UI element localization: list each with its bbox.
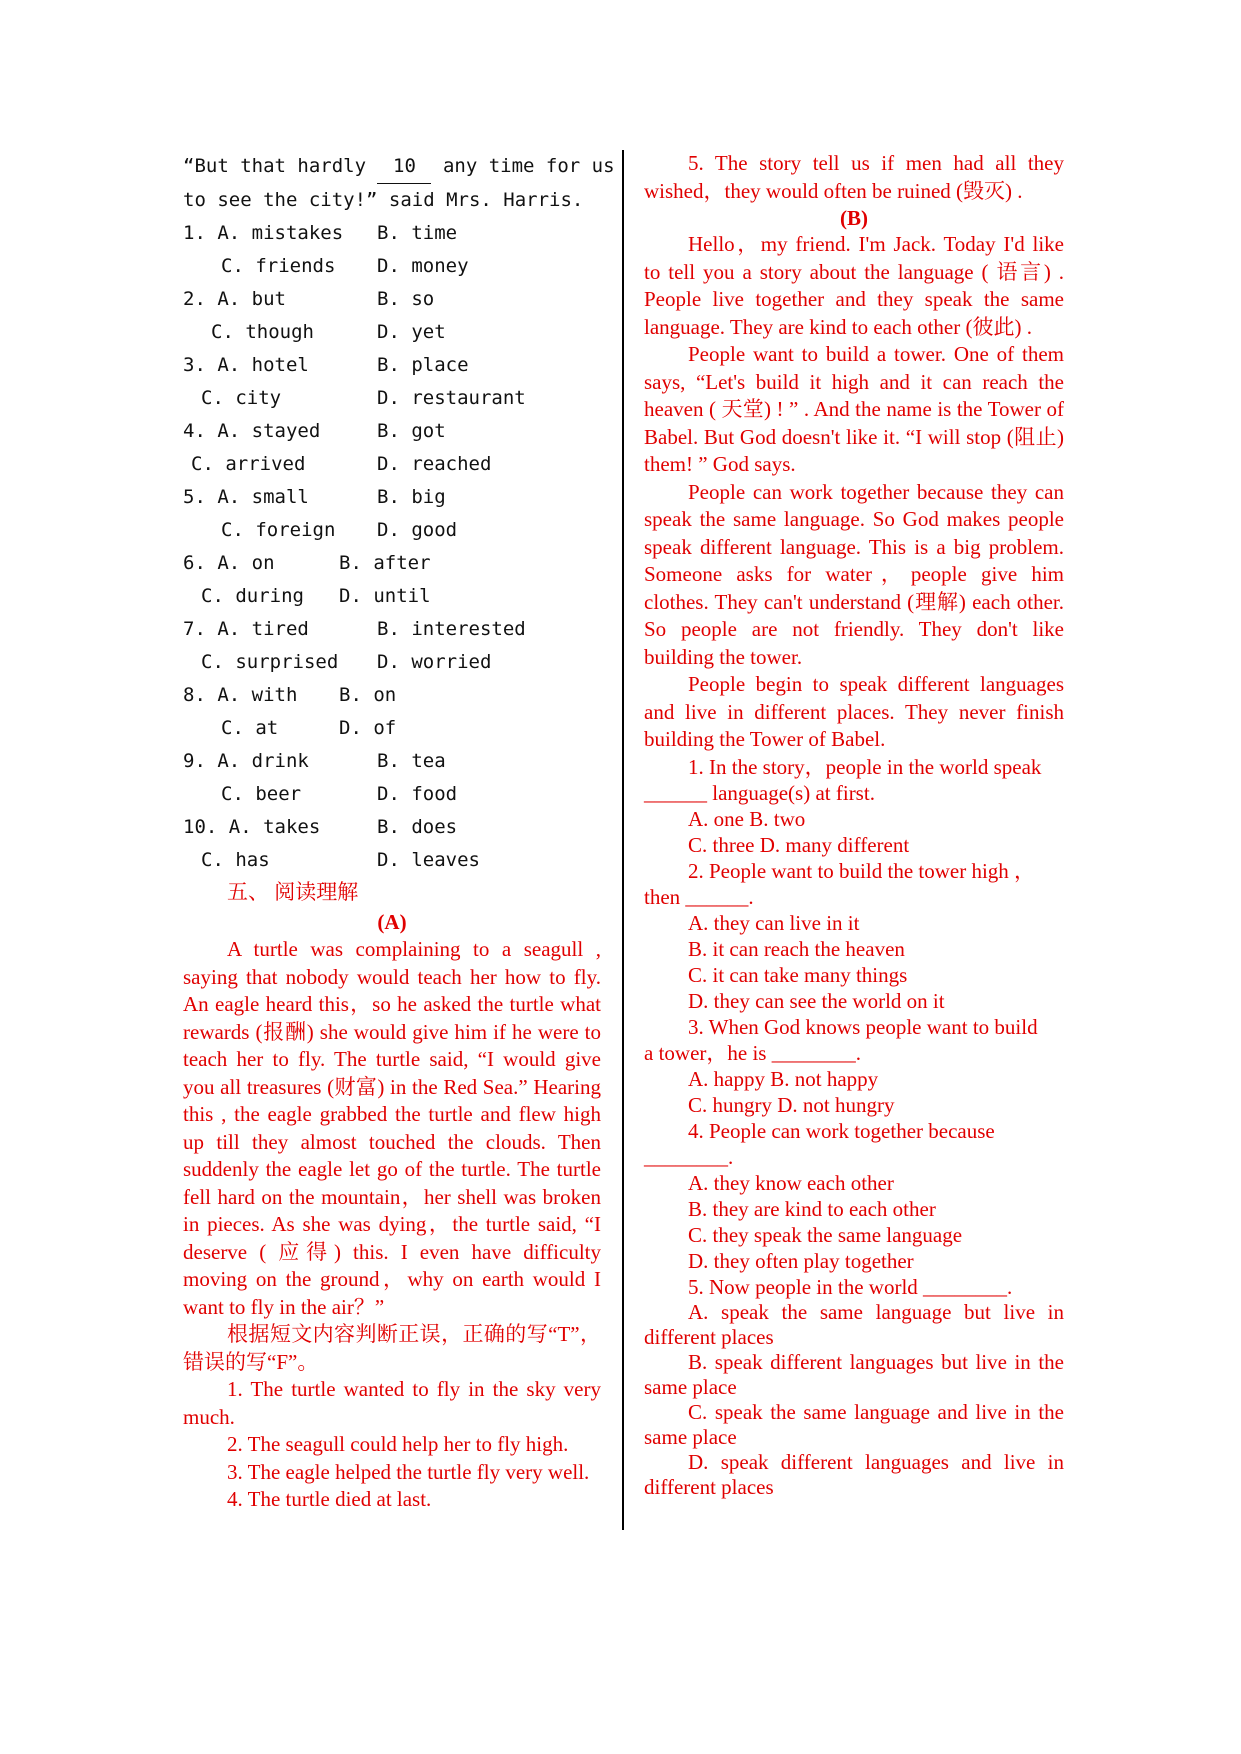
b-q4-option-c: C. they speak the same language [688, 1222, 963, 1247]
b-q1-options-ab: A. one B. two [688, 806, 806, 831]
passage-a-q4: 4. The turtle died at last. [227, 1487, 432, 1511]
option-3d: D. restaurant [377, 387, 526, 409]
passage-a-text: A turtle was complaining to a seagull , saying that nobody would teach her how to fly. An eagle heard this，so he asked the turtle what rewards (报酬) she would give him if he were to teach her to fly. The turtle said, “I would give you all treasures (财富) in the Red Sea.” Hearing this , the eagle grabbed the turtle and flew high up till they almost touched the clouds. Then suddenly the eagle let go of the turtle. The turtle fell hard on the mountain，her shell was broken in pieces. As she was dying，the turtle said, “I deserve ( 应得) this. I even have difficulty moving on the ground，why on earth would I want to fly in the air？” [183, 937, 601, 1319]
option-6d: D. until [339, 585, 431, 607]
b-question-1: 1. In the story，people in the world speak [688, 754, 1042, 779]
option-2c: C. though [211, 321, 314, 343]
b-q2-option-c: C. it can take many things [688, 962, 908, 987]
option-5b: B. big [377, 486, 446, 508]
b-q4-option-d: D. they often play together [688, 1248, 914, 1273]
option-row-4cd [183, 448, 601, 481]
left-column [183, 150, 615, 1514]
passage-a-instruction: 根据短文内容判断正误，正确的写“T”，错误的写“F”。 [183, 1322, 601, 1374]
option-row-2cd [183, 316, 601, 349]
option-3b: B. place [377, 354, 469, 376]
option-row-3cd [183, 382, 601, 415]
option-row-4ab [183, 415, 601, 448]
passage-b-questions [644, 754, 1064, 1300]
right-column [644, 150, 1064, 1500]
b-q2-option-a: A. they can live in it [688, 910, 860, 935]
b-q5-option-b: B. speak different languages but live in the same place [644, 1349, 1064, 1399]
option-9a: 9. A. drink [183, 750, 309, 772]
cloze-text-a: “But that hardly [183, 155, 367, 177]
option-10a: 10. A. takes [183, 816, 321, 838]
option-7a: 7. A. tired [183, 618, 309, 640]
cloze-blank-10: 10 [377, 150, 431, 184]
cloze-passage-end [183, 150, 615, 184]
b-q5-option-d: D. speak different languages and live in different places [644, 1449, 1064, 1499]
cloze-options [183, 217, 601, 877]
b-question-3: 3. When God knows people want to build [688, 1014, 1038, 1039]
option-1b: B. time [377, 222, 458, 244]
b-q2-option-b: B. it can reach the heaven [688, 936, 905, 961]
passage-a-q3: 3. The eagle helped the turtle fly very well. [227, 1459, 590, 1484]
option-row-9ab [183, 745, 601, 778]
option-6b: B. after [339, 552, 431, 574]
option-5d: D. good [377, 519, 458, 541]
option-8c: C. at [221, 717, 279, 739]
option-row-1ab [183, 217, 601, 250]
option-6a: 6. A. on [183, 552, 275, 574]
passage-b-p1: Hello，my friend. I'm Jack. Today I'd like to tell you a story about the language ( 语言) . People live together and they speak the same language. They are kind to each other (彼此) . [644, 232, 1064, 339]
option-10b: B. does [377, 816, 458, 838]
passage-a-q5: 5. The story tell us if men had all they wished，they would often be ruined (毁灭) . [644, 151, 1064, 203]
option-row-8ab [183, 679, 601, 712]
passage-b-p3: People can work together because they can speak the same language. So God makes people speak different language. This is a big problem. Someone asks for water，people give him clothes. They can't understand (理解) each other. So people are not friendly. They don't like building the tower. [644, 479, 1064, 669]
passage-b-p2: People want to build a tower. One of them says, “Let's build it high and it can reach the heaven ( 天堂) ! ” . And the name is the Tower of Babel. But God doesn't like it. “I will stop (阻止) them! ” God says. [644, 342, 1064, 476]
option-row-7ab [183, 613, 601, 646]
passage-b-p4: People begin to speak different languages and live in different places. They never finish building the Tower of Babel. [644, 672, 1064, 751]
option-7b: B. interested [377, 618, 526, 640]
passage-a-title: (A) [377, 910, 407, 934]
b-q3-options-cd: C. hungry D. not hungry [688, 1092, 895, 1117]
option-row-5cd [183, 514, 601, 547]
option-5a: 5. A. small [183, 486, 309, 508]
option-6c: C. during [201, 585, 304, 607]
b-q4-option-a: A. they know each other [688, 1170, 894, 1195]
b-question-1-cont: ______ language(s) at first. [644, 780, 875, 805]
option-8a: 8. A. with [183, 684, 298, 706]
option-9d: D. food [377, 783, 458, 805]
b-q5-option-c: C. speak the same language and live in the same place [644, 1399, 1064, 1449]
option-row-7cd [183, 646, 601, 679]
option-row-6ab [183, 547, 601, 580]
option-9c: C. beer [221, 783, 302, 805]
b-question-2-cont: then ______. [644, 884, 754, 909]
option-8b: B. on [339, 684, 397, 706]
b-q1-options-cd: C. three D. many different [688, 832, 910, 857]
b-q3-options-ab: A. happy B. not happy [688, 1066, 879, 1091]
b-q2-option-d: D. they can see the world on it [688, 988, 945, 1013]
option-row-3ab [183, 349, 601, 382]
option-4c: C. arrived [191, 453, 306, 475]
option-row-6cd [183, 580, 601, 613]
option-7c: C. surprised [201, 651, 339, 673]
option-row-10cd [183, 844, 601, 877]
b-question-4-cont: ________. [644, 1144, 734, 1169]
option-row-1cd [183, 250, 601, 283]
cloze-text-b: any time for us [442, 155, 615, 177]
option-row-9cd [183, 778, 601, 811]
b-q5-option-a: A. speak the same language but live in different places [644, 1299, 1064, 1349]
b-question-2: 2. People want to build the tower high ， [688, 858, 1036, 883]
passage-a-q1: 1. The turtle wanted to fly in the sky very much. [183, 1377, 601, 1429]
option-4d: D. reached [377, 453, 492, 475]
option-10d: D. leaves [377, 849, 480, 871]
option-2b: B. so [377, 288, 435, 310]
column-divider [622, 150, 624, 1530]
b-q4-option-b: B. they are kind to each other [688, 1196, 936, 1221]
option-4b: B. got [377, 420, 446, 442]
option-2a: 2. A. but [183, 288, 286, 310]
option-3c: C. city [201, 387, 282, 409]
option-row-10ab [183, 811, 601, 844]
option-8d: D. of [339, 717, 397, 739]
b-question-4: 4. People can work together because [688, 1118, 995, 1143]
option-4a: 4. A. stayed [183, 420, 321, 442]
option-row-8cd [183, 712, 601, 745]
section-title: 五、 阅读理解 [227, 880, 359, 904]
option-1c: C. friends [221, 255, 336, 277]
cloze-text-c: to see the city!” said Mrs. Harris. [183, 189, 584, 211]
option-row-5ab [183, 481, 601, 514]
option-row-2ab [183, 283, 601, 316]
option-3a: 3. A. hotel [183, 354, 309, 376]
option-9b: B. tea [377, 750, 446, 772]
b-question-5: 5. Now people in the world ________. [688, 1274, 1013, 1299]
option-5c: C. foreign [221, 519, 336, 541]
option-7d: D. worried [377, 651, 492, 673]
option-10c: C. has [201, 849, 270, 871]
option-1d: D. money [377, 255, 469, 277]
passage-b-title: (B) [840, 206, 868, 230]
b-question-3-cont: a tower，he is ________. [644, 1040, 861, 1065]
option-1a: 1. A. mistakes [183, 222, 344, 244]
passage-a-q2: 2. The seagull could help her to fly high. [227, 1432, 569, 1456]
option-2d: D. yet [377, 321, 446, 343]
